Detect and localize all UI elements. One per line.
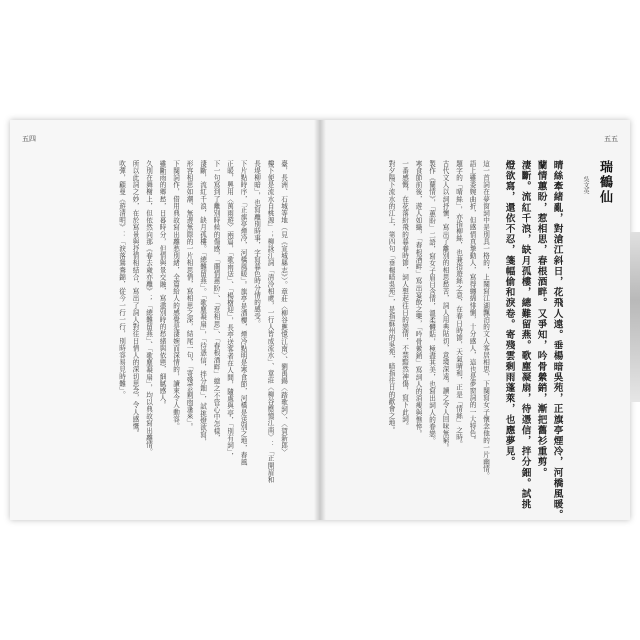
right-page [320,120,630,520]
poem-author: 吳文英 [582,176,589,194]
commentary-line: 正暖，興用〈萬雨遊〉兩篇，「歌雨送」、「楊樹迎」，長亭送客者在人間，隨處與亭，「別有詞」， [225,160,234,460]
commentary-line: 下闋詞作，借用典故寫出離愁別緒，全篇給人的感覺是淒婉而深情的，讀來令人動容。 [171,160,180,430]
commentary-line: 雖斷雨的鄉愁，日暮時分，但情與景交融，寫盡別時的愁緒與依戀，細膩感人。 [158,160,167,409]
commentary-line: 製作《蘭情》，「蕙盼」二語，寫女子眉目含情，溫柔體貼，極盡其美，也寫出詞人的眷戀。 [427,160,436,445]
left-page-number: 五四 [22,135,36,143]
lyric-line: 淒斷。流紅千浪，缺月孤樓，總難留燕。歌塵凝扇，待憑信，拌分鈿。試挑 [519,160,531,510]
commentary-line: 形容相思如潮、無邊無際的一片相思情，寫相思之深，結尾一句，「寄殘雲剩雨蓬萊」。 [185,160,194,431]
commentary-line: 樓下便是流水自桃源」；柳詠江詞「清泠相處，一行人皆成流水」、章莊〈柳谷應憶江南〉：「正開眉和 [266,160,275,484]
lyric-line: 燈欲寫，還依不忍，箋幅偷和淚卷。寄殘雲剩雨蓬萊，也應夢見。 [503,160,515,468]
poem-title: 瑞鶴仙 [597,160,612,205]
commentary-line: 臺，長洲、石城等地（見《宣城縣志》）。章莊〈柳谷應憶江南〉、劉禹錫〈踏歌詞〉、〈賀新郎〉 [279,160,288,456]
commentary-line: 淒斷，流紅千浪，缺月孤樓。「總難留燕」。「歌塵凝扇」，「待憑信，拌分鈿」，試挑燈欲寫， [198,160,207,446]
commentary-line: 長堤柳暗」，也寫離別時事，字寫暮色時分情的感受。 [252,160,261,328]
commentary-line: 吹彈，顧曼《遊清明》：「淚落鴛鴦錦，從今一行一行，別時容易見時難」。 [117,160,126,399]
commentary-line: 這一首詞在夢窗詞中是別具一格的，上闋寫江湖飄泊的文人客居相思，下闋寫女子懷念他的一片幽情。 [481,160,490,480]
left-page [10,120,320,520]
book-gutter [314,120,326,520]
commentary-line: 下片點時序，「正旗亭煙冷，河橋風暖」。旗亭是酒樓，煙冷點明是寒食節，河橋是送別之地，春風 [239,160,248,466]
commentary-line: 古代文人以詞抒懷，寫出了離別的相思愁苦，詞人用典貼切，意境深遠，讀之令人回味無窮。 [441,160,450,452]
commentary-line: 對夕陽下流水的江上，第四句「垂楊暗吳苑」，是指蘇州的吳苑，暗指往日的歡會之地。 [387,160,396,434]
commentary-line: 下一句寫到了離別時候的傷感，「蘭情蕙盼」、「惹相思」、「春根酒畔」總之不管心中怎樣， [212,160,221,442]
commentary-line: 語上雖委婉曲折，但感情真摯動人，寫得纏綿悱惻，十分感人，這也是夢窗詞的一大特色。 [468,160,477,444]
commentary-line: 所以此詞之妙，在於寫景與抒情相結合，寫出了詞人對往日情人的深切思念，令人感慨。 [131,160,140,437]
book-spread [10,120,630,520]
background-object-edge [630,232,640,402]
lyric-line: 晴絲牽緒亂，對滄江斜日，花飛人遠。垂楊暗吳苑，正旗亭煙冷，河橋風暖。 [551,160,563,521]
commentary-line: 一番感慨，在花落紛飛的暮春時節，詞人想起往日的戀情，不禁黯然神傷，寫下此詞。 [400,160,409,430]
lyric-line: 蘭情蕙盼，惹相思，春根酒畔。又爭知，吟骨縈銷，漸把舊衫重剪。 [535,160,547,478]
commentary-line: 久別在舞榭上，但依然向那《春去歲亦離》；「總難留燕」、「歌塵凝扇」，均以典故寫出離情。 [144,160,153,456]
right-page-number: 五五 [604,135,618,143]
commentary-line: 題字的「晴絲」，亦指柳絲，也兼指遊絲之意，在春日時節，天氣晴和，正是「情絲」之時。 [454,160,463,448]
commentary-line: 寒食節前後，遊人如織，「春根酒畔」寫出宴飲之樂，「吟骨縈銷」寫詞人的消瘦與憔悴。 [414,160,423,438]
